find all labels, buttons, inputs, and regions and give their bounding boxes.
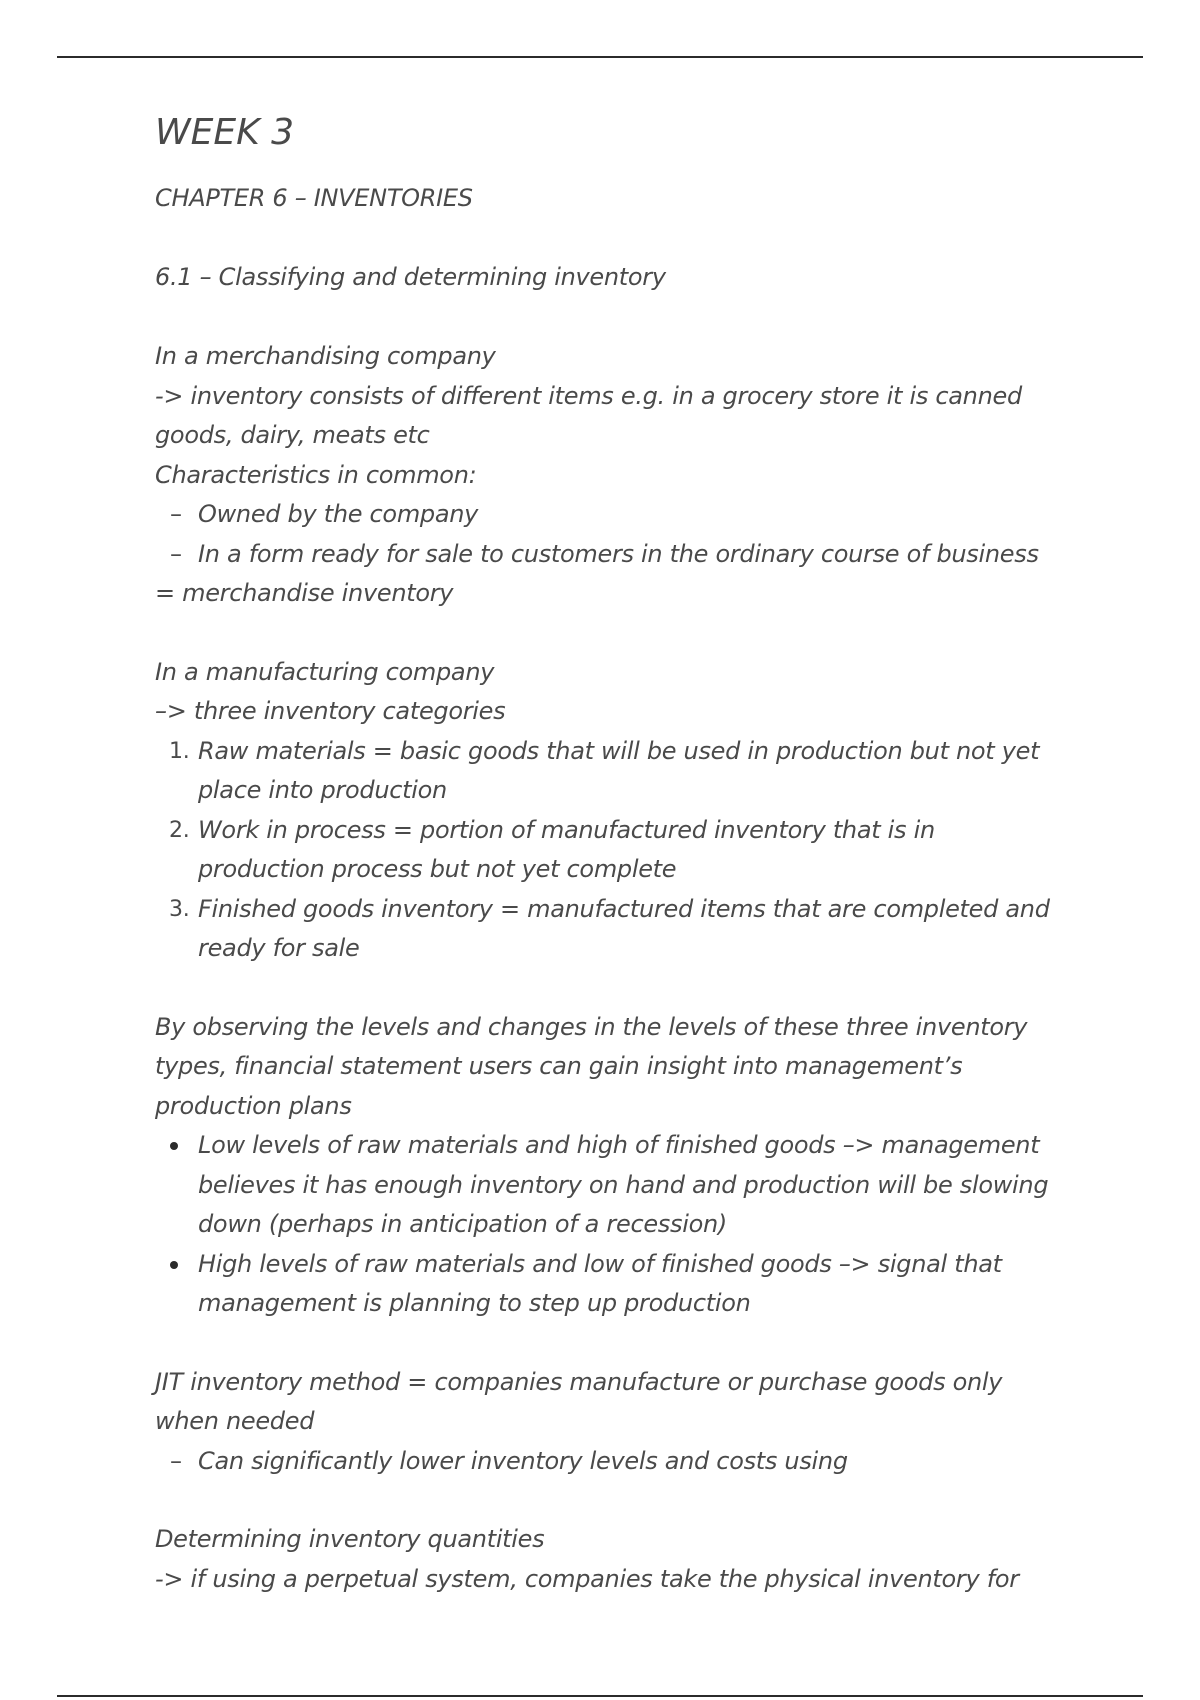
list-item	[155, 811, 1055, 890]
list-item-text: Can significantly lower inventory levels and costs using	[198, 1446, 848, 1475]
page-title: WEEK 3	[155, 112, 295, 153]
quantities-heading: Determining inventory quantities	[155, 1525, 545, 1553]
list-number: 2.	[169, 817, 190, 843]
dash-marker: –	[170, 500, 182, 528]
list-item	[155, 1245, 1055, 1324]
quantities-block	[155, 1520, 1055, 1599]
characteristics-heading: Characteristics in common:	[155, 460, 477, 489]
dash-marker: –	[170, 1446, 182, 1475]
merchandising-heading: In a merchandising company	[155, 342, 496, 370]
merchandising-line: goods, dairy, meats etc	[155, 421, 430, 449]
list-number: 1.	[169, 738, 190, 764]
section-heading: 6.1 – Classifying and determining inventory	[155, 262, 666, 291]
dash-marker: –	[170, 539, 182, 568]
list-item-text: Finished goods inventory = manufactured items that are completed and	[198, 894, 1050, 923]
jit-line: JIT inventory method = companies manufacture or purchase goods only	[155, 1367, 1003, 1396]
observing-line: types, financial statement users can gain insight into management’s	[155, 1052, 963, 1080]
list-item-text: Low levels of raw materials and high of finished goods –> management	[198, 1131, 1040, 1159]
merchandising-block	[155, 337, 1055, 614]
chapter-heading: CHAPTER 6 – INVENTORIES	[155, 184, 473, 212]
list-number: 3.	[169, 896, 190, 922]
observing-bullets	[155, 1126, 1055, 1324]
list-item-text: High levels of raw materials and low of finished goods –> signal that	[198, 1249, 1002, 1278]
list-item-text: management is planning to step up production	[198, 1289, 751, 1317]
characteristics-list	[155, 495, 1055, 574]
list-item	[155, 1126, 1055, 1245]
list-item-text: ready for sale	[198, 934, 360, 962]
top-rule	[57, 56, 1143, 58]
merchandising-line: -> inventory consists of different items e.g. in a grocery store it is canned	[155, 381, 1022, 410]
list-item	[155, 890, 1055, 969]
quantities-line: -> if using a perpetual system, companies take the physical inventory for	[155, 1564, 1019, 1593]
bullet-marker	[170, 1142, 178, 1150]
manufacturing-block	[155, 653, 1055, 969]
bullet-marker	[170, 1261, 178, 1269]
list-item-text: production process but not yet complete	[198, 855, 677, 883]
merchandising-result: = merchandise inventory	[155, 579, 454, 607]
list-item	[155, 495, 1055, 535]
document-body	[155, 108, 1055, 1599]
observing-line: production plans	[155, 1091, 352, 1120]
list-item-text: believes it has enough inventory on hand and production will be slowing	[198, 1170, 1049, 1199]
list-item-text: Work in process = portion of manufactured inventory that is in	[198, 815, 935, 844]
jit-points	[155, 1442, 1055, 1482]
observing-block	[155, 1008, 1055, 1324]
manufacturing-line: –> three inventory categories	[155, 697, 506, 725]
bottom-rule	[57, 1695, 1143, 1697]
list-item-text: place into production	[198, 776, 447, 804]
observing-line: By observing the levels and changes in the levels of these three inventory	[155, 1012, 1028, 1041]
list-item	[155, 1442, 1055, 1482]
inventory-categories-list	[155, 732, 1055, 969]
list-item-text: down (perhaps in anticipation of a recession)	[198, 1210, 727, 1238]
list-item	[155, 732, 1055, 811]
list-item-text: Owned by the company	[198, 500, 479, 528]
list-item-text: In a form ready for sale to customers in the ordinary course of business	[198, 539, 1039, 568]
list-item	[155, 535, 1055, 575]
jit-block	[155, 1363, 1055, 1482]
manufacturing-heading: In a manufacturing company	[155, 657, 495, 686]
jit-line: when needed	[155, 1407, 315, 1435]
list-item-text: Raw materials = basic goods that will be used in production but not yet	[198, 736, 1040, 765]
